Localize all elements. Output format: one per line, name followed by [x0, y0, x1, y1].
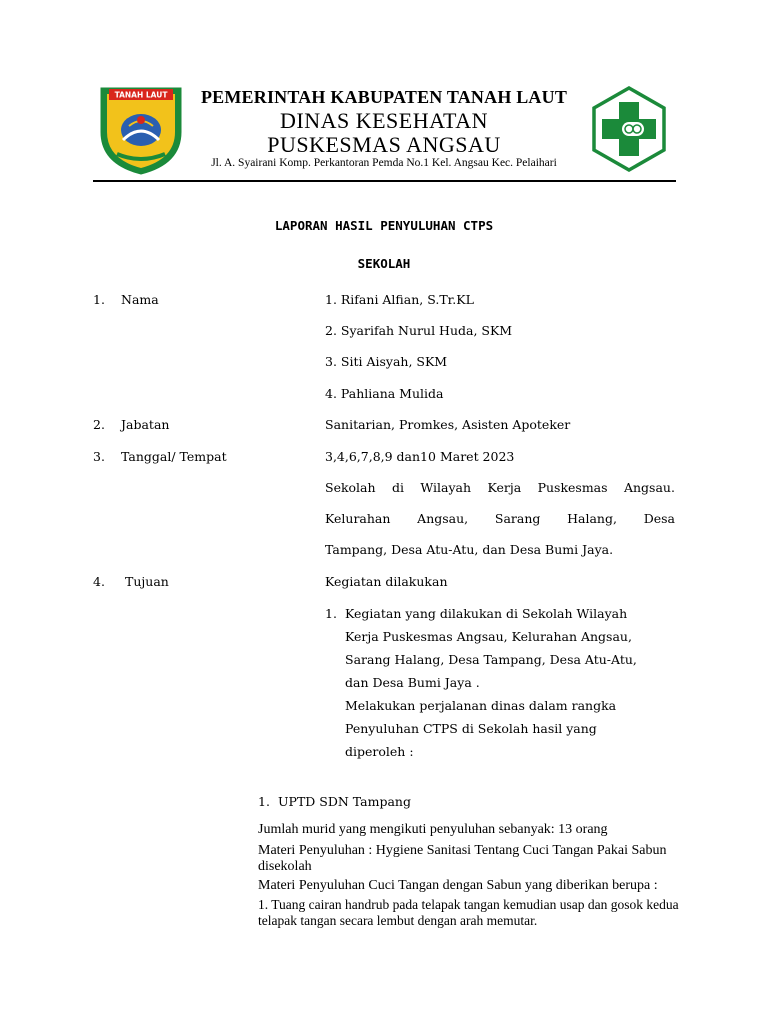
tujuan-line: Sarang Halang, Desa Tampang, Desa Atu-Atu,: [345, 652, 637, 667]
material-description: Materi Penyuluhan Cuci Tangan dengan Sabun yang diberikan berupa :: [258, 878, 658, 893]
report-title: LAPORAN HASIL PENYULUHAN CTPS: [274, 218, 494, 233]
tujuan-line: Kerja Puskesmas Angsau, Kelurahan Angsau,: [345, 629, 632, 644]
value-place-line-1: [325, 480, 675, 496]
value-place-line-2: [325, 511, 675, 527]
value-jabatan: Sanitarian, Promkes, Asisten Apoteker: [325, 417, 571, 432]
department-name: DINAS KESEHATAN: [279, 108, 488, 133]
label-tanggal: Tanggal/ Tempat: [121, 449, 227, 464]
word: Halang,: [567, 511, 617, 526]
word: Angsau.: [623, 480, 675, 495]
name-item-4: 4. Pahliana Mulida: [325, 386, 444, 401]
row-number-tanggal: 3.: [93, 449, 105, 464]
participants-count: Jumlah murid yang mengikuti penyuluhan sebanyak: 13 orang: [258, 822, 608, 837]
report-subtitle: SEKOLAH: [357, 256, 411, 271]
material-topic-cont: disekolah: [258, 859, 312, 874]
label-jabatan: Jabatan: [121, 417, 170, 432]
tujuan-line: Kegiatan yang dilakukan di Sekolah Wilayah: [345, 606, 628, 621]
word: Puskesmas: [537, 480, 608, 495]
health-center-name: PUSKESMAS ANGSAU: [267, 132, 501, 157]
step-1: 1. Tuang cairan handrub pada telapak tangan kemudian usap dan gosok kedua: [258, 897, 679, 912]
header-divider: [93, 180, 676, 182]
row-number-nama: 1.: [93, 292, 105, 307]
value-tujuan-intro: Kegiatan dilakukan: [325, 574, 448, 589]
puskesmas-cross-logo: [592, 86, 666, 172]
government-name: PEMERINTAH KABUPATEN TANAH LAUT: [200, 87, 568, 107]
value-place-line-3: Tampang, Desa Atu-Atu, dan Desa Bumi Jaya.: [325, 542, 614, 557]
tujuan-line: diperoleh :: [345, 744, 414, 759]
word: Angsau,: [417, 511, 469, 526]
word: Wilayah: [420, 480, 472, 495]
word: Sekolah: [325, 480, 376, 495]
label-nama: Nama: [121, 292, 159, 307]
row-number-jabatan: 2.: [93, 417, 105, 432]
word: di: [391, 480, 404, 495]
word: Kerja: [487, 480, 522, 495]
name-item-3: 3. Siti Aisyah, SKM: [325, 354, 448, 369]
tujuan-item-text: [345, 602, 637, 763]
school-heading: UPTD SDN Tampang: [278, 794, 411, 809]
tujuan-line: Melakukan perjalanan dinas dalam rangka: [345, 698, 617, 713]
word: Kelurahan: [325, 511, 391, 526]
address: Jl. A. Syairani Komp. Perkantoran Pemda No.1 Kel. Angsau Kec. Pelaihari: [211, 157, 557, 169]
tujuan-line: dan Desa Bumi Jaya .: [345, 675, 480, 690]
material-topic: Materi Penyuluhan : Hygiene Sanitasi Tentang Cuci Tangan Pakai Sabun: [258, 843, 667, 858]
word: Sarang: [494, 511, 541, 526]
name-item-1: 1. Rifani Alfian, S.Tr.KL: [325, 292, 474, 307]
row-number-tujuan: 4.: [93, 574, 105, 589]
value-date: 3,4,6,7,8,9 dan10 Maret 2023: [325, 449, 515, 464]
tujuan-item-number: 1.: [325, 606, 337, 621]
name-item-2: 2. Syarifah Nurul Huda, SKM: [325, 323, 513, 338]
tujuan-line: Penyuluhan CTPS di Sekolah hasil yang: [345, 721, 597, 736]
school-heading-number: 1.: [258, 794, 270, 809]
step-1-cont: telapak tangan secara lembut dengan arah memutar.: [258, 913, 538, 928]
logo-banner-text: TANAH LAUT: [114, 90, 168, 100]
label-tujuan: Tujuan: [125, 574, 169, 589]
word: Desa: [643, 511, 675, 526]
